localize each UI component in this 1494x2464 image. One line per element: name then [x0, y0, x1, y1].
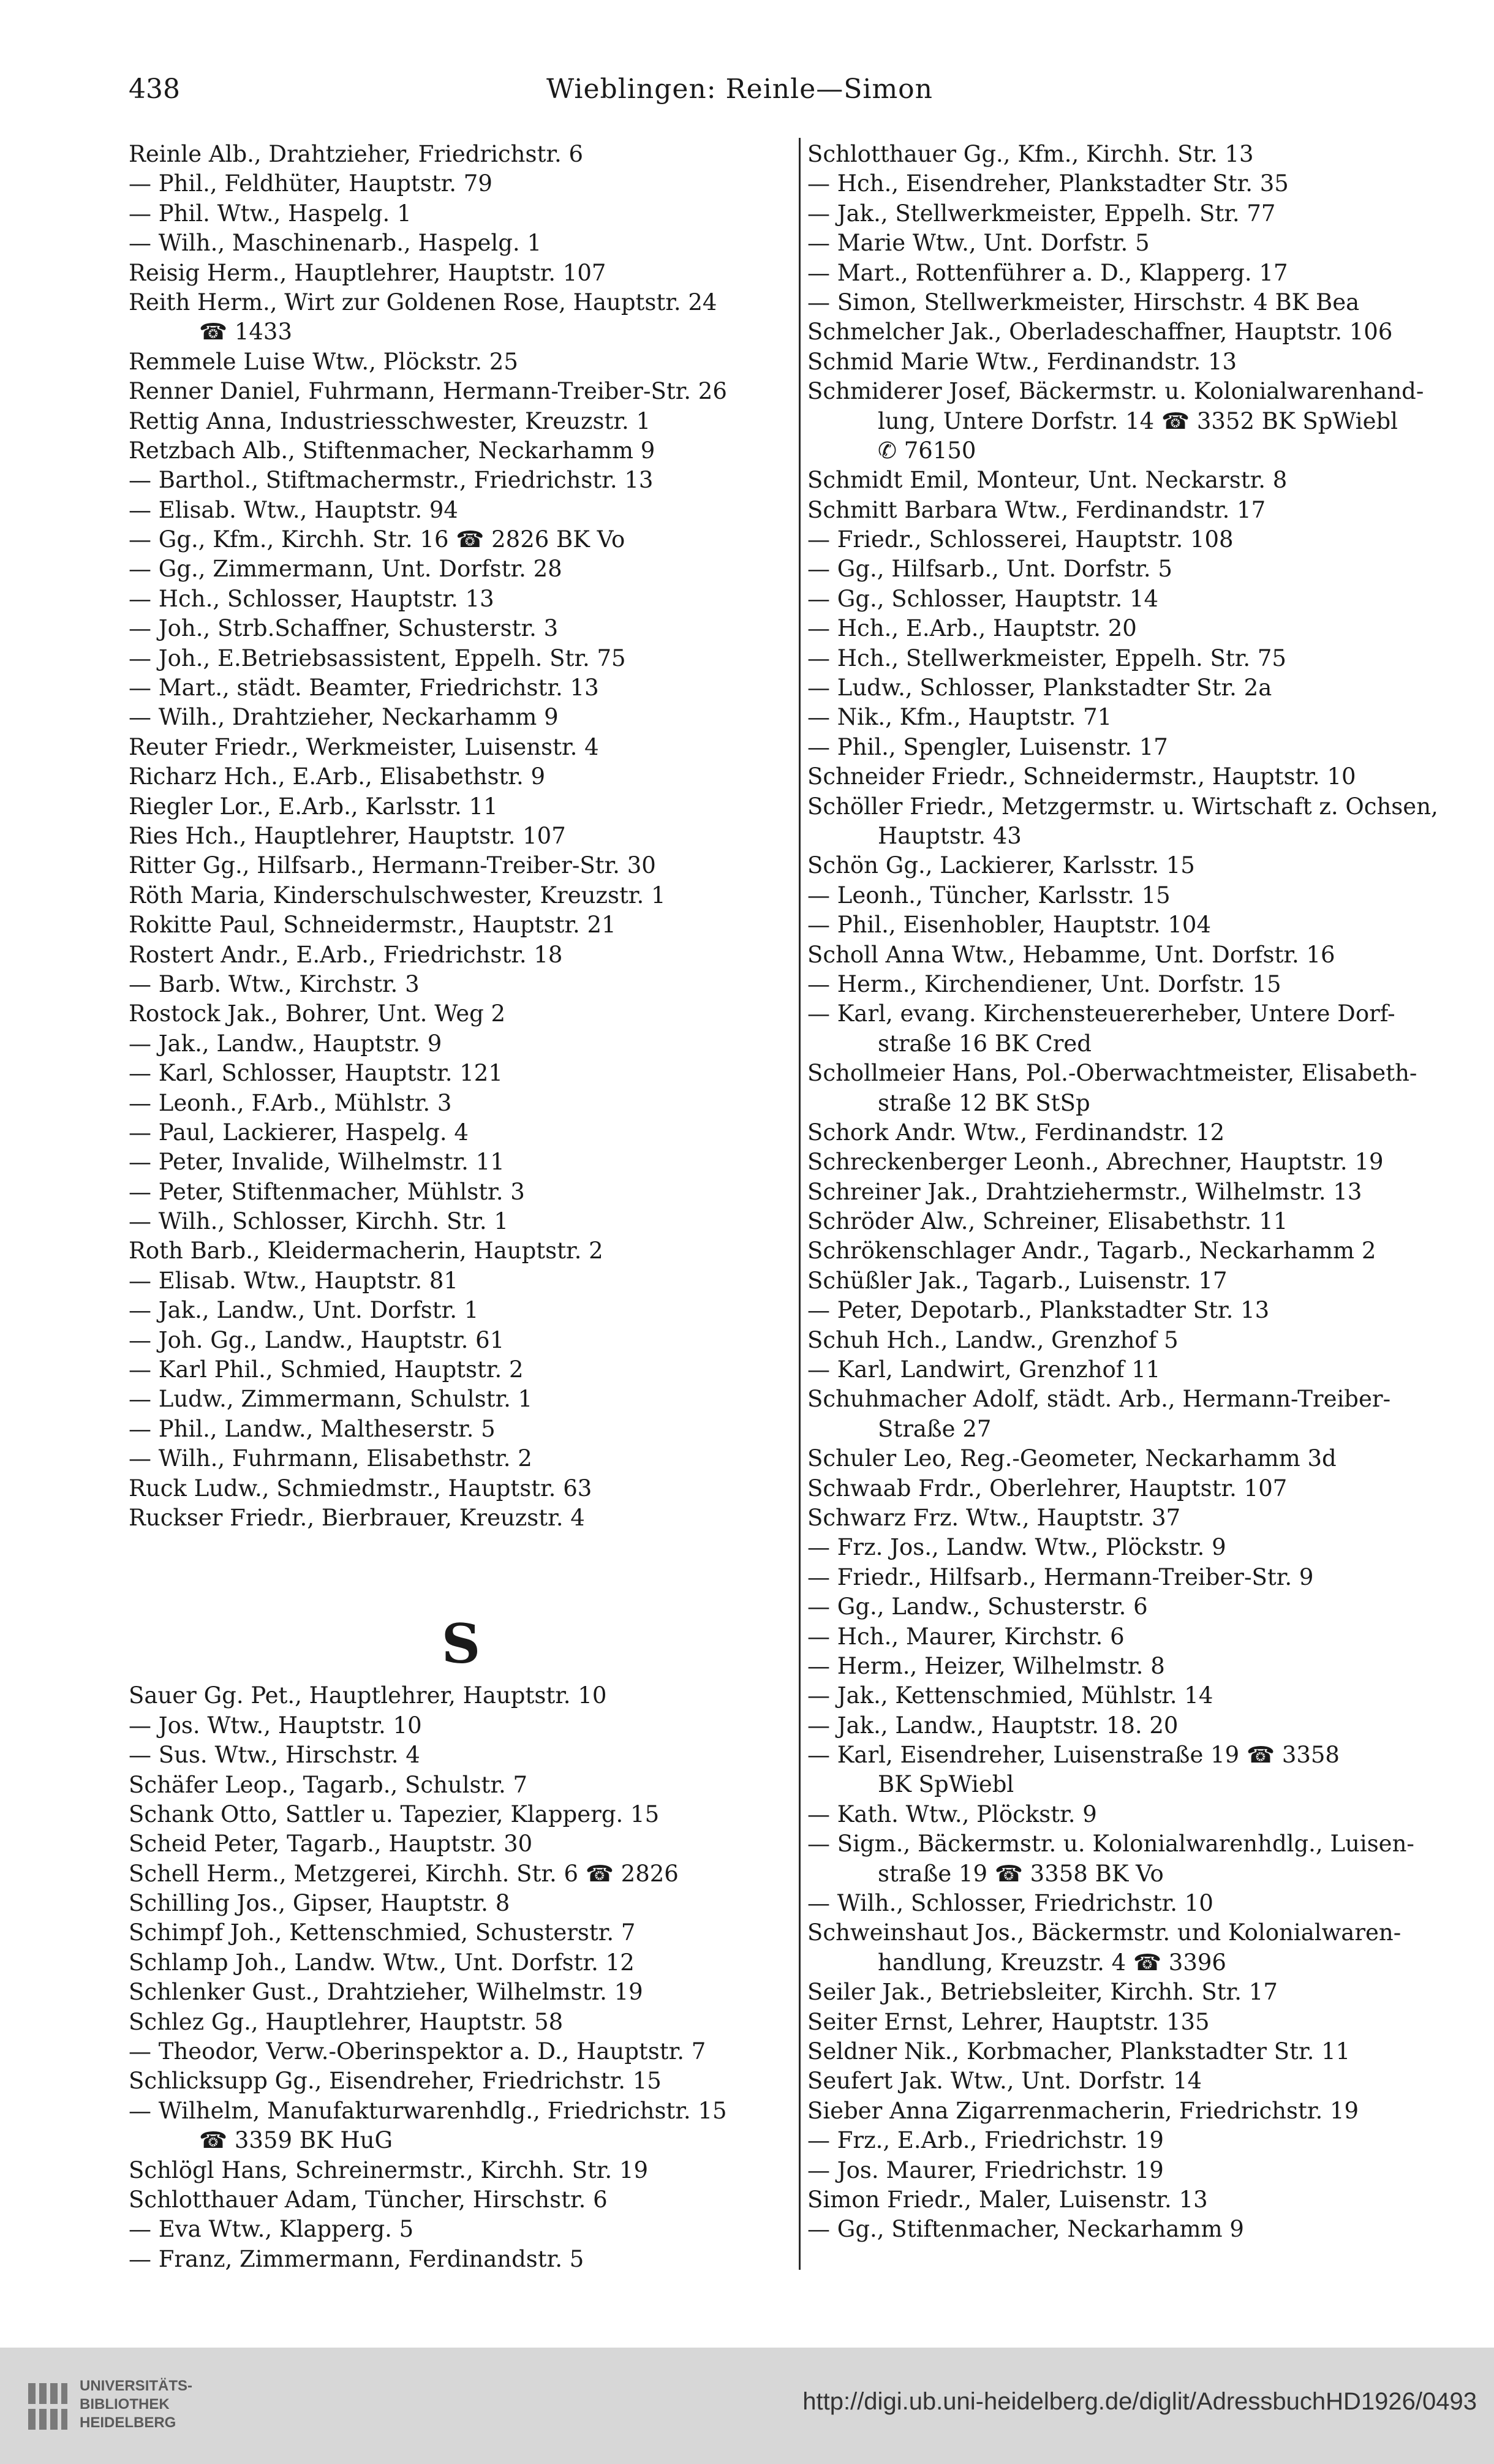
- directory-entry: — Frz. Jos., Landw. Wtw., Plöckstr. 9: [807, 1534, 1226, 1561]
- directory-entry: Schäfer Leop., Tagarb., Schulstr. 7: [129, 1771, 528, 1798]
- source-url-link[interactable]: http://digi.ub.uni-heidelberg.de/diglit/AdressbuchHD1926/0493: [802, 2388, 1477, 2415]
- directory-entry: — Simon, Stellwerkmeister, Hirschstr. 4 BK Bea: [807, 289, 1360, 316]
- directory-entry: Reinle Alb., Drahtzieher, Friedrichstr. 6: [129, 141, 584, 167]
- directory-entry: Seiler Jak., Betriebsleiter, Kirchh. Str. 17: [807, 1979, 1278, 2006]
- page-number: 438: [129, 74, 180, 105]
- directory-entry: — Gg., Kfm., Kirchh. Str. 16 ☎ 2826 BK Vo: [129, 526, 625, 553]
- directory-entry: — Mart., städt. Beamter, Friedrichstr. 13: [129, 675, 599, 701]
- directory-entry: Schlamp Joh., Landw. Wtw., Unt. Dorfstr. 12: [129, 1949, 635, 1976]
- left-entry-list: [129, 140, 793, 1533]
- footer-bar: [0, 2348, 1494, 2464]
- logo-line: UNIVERSITÄTS-: [80, 2378, 193, 2394]
- directory-entry: Schmidt Emil, Monteur, Unt. Neckarstr. 8: [807, 467, 1288, 494]
- directory-entry: — Karl, Schlosser, Hauptstr. 121: [129, 1060, 503, 1087]
- directory-entry: — Frz., E.Arb., Friedrichstr. 19: [807, 2127, 1164, 2154]
- directory-entry: Schreckenberger Leonh., Abrechner, Hauptstr. 19: [807, 1149, 1384, 1176]
- section-letter: S: [441, 1612, 481, 1676]
- directory-entry: — Kath. Wtw., Plöckstr. 9: [807, 1801, 1097, 1827]
- directory-entry: Röth Maria, Kinderschulschwester, Kreuzstr. 1: [129, 882, 666, 909]
- directory-entry: lung, Untere Dorfstr. 14 ☎ 3352 BK SpWiebl: [878, 407, 1398, 434]
- directory-entry: Schreiner Jak., Drahtziehermstr., Wilhelmstr. 13: [807, 1178, 1362, 1205]
- directory-entry: — Joh., Strb.Schaffner, Schusterstr. 3: [129, 615, 559, 642]
- running-head: Wieblingen: Reinle—Simon: [546, 74, 934, 105]
- directory-entry: Reuter Friedr., Werkmeister, Luisenstr. 4: [129, 733, 599, 760]
- directory-entry: straße 16 BK Cred: [878, 1030, 1092, 1057]
- directory-entry: Ruck Ludw., Schmiedmstr., Hauptstr. 63: [129, 1475, 592, 1502]
- directory-entry: — Hch., Maurer, Kirchstr. 6: [807, 1623, 1125, 1650]
- directory-entry: — Joh., E.Betriebsassistent, Eppelh. Str. 75: [129, 644, 626, 671]
- directory-entry: Schimpf Joh., Kettenschmied, Schusterstr. 7: [129, 1919, 636, 1946]
- directory-entry: — Franz, Zimmermann, Ferdinandstr. 5: [129, 2245, 584, 2272]
- directory-entry: Retzbach Alb., Stiftenmacher, Neckarhamm 9: [129, 437, 655, 464]
- directory-entry: Schlotthauer Gg., Kfm., Kirchh. Str. 13: [807, 141, 1254, 167]
- directory-entry: — Phil., Spengler, Luisenstr. 17: [807, 733, 1168, 760]
- directory-entry: Richarz Hch., E.Arb., Elisabethstr. 9: [129, 763, 546, 790]
- directory-entry: — Peter, Invalide, Wilhelmstr. 11: [129, 1149, 505, 1176]
- directory-entry: — Ludw., Zimmermann, Schulstr. 1: [129, 1386, 533, 1413]
- right-column: [807, 140, 1486, 2245]
- directory-entry: Schöller Friedr., Metzgermstr. u. Wirtschaft z. Ochsen,: [807, 793, 1438, 820]
- directory-entry: Schrökenschlager Andr., Tagarb., Neckarhamm 2: [807, 1238, 1376, 1264]
- directory-entry: — Gg., Hilfsarb., Unt. Dorfstr. 5: [807, 556, 1172, 583]
- directory-entry: straße 19 ☎ 3358 BK Vo: [878, 1860, 1164, 1887]
- directory-entry: — Jak., Stellwerkmeister, Eppelh. Str. 77: [807, 200, 1276, 227]
- directory-entry: — Elisab. Wtw., Hauptstr. 94: [129, 496, 458, 523]
- directory-entry: ✆ 76150: [878, 437, 976, 464]
- directory-entry: Schollmeier Hans, Pol.-Oberwachtmeister, Elisabeth-: [807, 1060, 1417, 1087]
- logo-line: BIBLIOTHEK: [80, 2396, 170, 2413]
- directory-entry: — Gg., Stiftenmacher, Neckarhamm 9: [807, 2216, 1244, 2243]
- library-logo-icon: [26, 2379, 70, 2433]
- directory-entry: — Joh. Gg., Landw., Hauptstr. 61: [129, 1326, 505, 1353]
- directory-entry: Remmele Luise Wtw., Plöckstr. 25: [129, 348, 518, 375]
- directory-entry: Schlicksupp Gg., Eisendreher, Friedrichstr. 15: [129, 2068, 662, 2095]
- directory-entry: — Paul, Lackierer, Haspelg. 4: [129, 1119, 469, 1146]
- directory-entry: — Gg., Zimmermann, Unt. Dorfstr. 28: [129, 556, 562, 583]
- directory-entry: Schmitt Barbara Wtw., Ferdinandstr. 17: [807, 496, 1266, 523]
- directory-entry: — Marie Wtw., Unt. Dorfstr. 5: [807, 230, 1150, 257]
- directory-entry: Schröder Alw., Schreiner, Elisabethstr. 11: [807, 1208, 1288, 1235]
- directory-entry: — Phil., Feldhüter, Hauptstr. 79: [129, 170, 492, 197]
- directory-entry: — Wilh., Schlosser, Friedrichstr. 10: [807, 1890, 1213, 1917]
- directory-entry: Reisig Herm., Hauptlehrer, Hauptstr. 107: [129, 259, 606, 286]
- directory-entry: — Jak., Landw., Hauptstr. 18. 20: [807, 1712, 1179, 1739]
- directory-entry: — Karl Phil., Schmied, Hauptstr. 2: [129, 1356, 524, 1383]
- directory-entry: — Jak., Landw., Hauptstr. 9: [129, 1030, 442, 1057]
- directory-entry: Rokitte Paul, Schneidermstr., Hauptstr. 21: [129, 912, 616, 939]
- directory-entry: — Wilh., Drahtzieher, Neckarhamm 9: [129, 704, 559, 731]
- directory-entry: straße 12 BK StSp: [878, 1089, 1090, 1116]
- directory-entry: Simon Friedr., Maler, Luisenstr. 13: [807, 2186, 1208, 2213]
- directory-entry: — Herm., Kirchendiener, Unt. Dorfstr. 15: [807, 970, 1281, 997]
- directory-entry: — Wilh., Schlosser, Kirchh. Str. 1: [129, 1208, 508, 1235]
- directory-entry: — Jak., Landw., Unt. Dorfstr. 1: [129, 1297, 479, 1324]
- directory-entry: — Jak., Kettenschmied, Mühlstr. 14: [807, 1682, 1213, 1709]
- directory-entry: — Jos. Wtw., Hauptstr. 10: [129, 1712, 422, 1739]
- directory-entry: — Mart., Rottenführer a. D., Klapperg. 17: [807, 259, 1288, 286]
- directory-entry: — Wilh., Maschinenarb., Haspelg. 1: [129, 230, 541, 257]
- directory-entry: Scholl Anna Wtw., Hebamme, Unt. Dorfstr. 16: [807, 941, 1335, 968]
- directory-entry: ☎ 1433: [199, 319, 293, 346]
- directory-entry: — Hch., Schlosser, Hauptstr. 13: [129, 585, 494, 612]
- directory-entry: Schön Gg., Lackierer, Karlsstr. 15: [807, 852, 1195, 879]
- library-logo-text: [80, 2377, 192, 2432]
- directory-entry: Schweinshaut Jos., Bäckermstr. und Kolonialwaren-: [807, 1919, 1402, 1946]
- directory-entry: Ries Hch., Hauptlehrer, Hauptstr. 107: [129, 822, 566, 849]
- directory-entry: — Theodor, Verw.-Oberinspektor a. D., Hauptstr. 7: [129, 2038, 706, 2065]
- directory-entry: Schank Otto, Sattler u. Tapezier, Klapperg. 15: [129, 1801, 660, 1827]
- directory-entry: Schuler Leo, Reg.-Geometer, Neckarhamm 3d: [807, 1445, 1337, 1472]
- directory-entry: — Leonh., F.Arb., Mühlstr. 3: [129, 1089, 452, 1116]
- directory-entry: Rostert Andr., E.Arb., Friedrichstr. 18: [129, 941, 563, 968]
- directory-entry: — Friedr., Schlosserei, Hauptstr. 108: [807, 526, 1234, 553]
- directory-entry: Schell Herm., Metzgerei, Kirchh. Str. 6 ☎ 2826: [129, 1860, 679, 1887]
- directory-entry: — Jos. Maurer, Friedrichstr. 19: [807, 2156, 1164, 2183]
- directory-entry: — Leonh., Tüncher, Karlsstr. 15: [807, 882, 1171, 909]
- directory-entry: Straße 27: [878, 1415, 992, 1442]
- directory-entry: — Wilhelm, Manufakturwarenhdlg., Friedrichstr. 15: [129, 2097, 727, 2124]
- directory-entry: BK SpWiebl: [878, 1771, 1014, 1798]
- directory-entry: Riegler Lor., E.Arb., Karlsstr. 11: [129, 793, 498, 820]
- directory-entry: ☎ 3359 BK HuG: [199, 2127, 393, 2154]
- directory-entry: — Herm., Heizer, Wilhelmstr. 8: [807, 1652, 1165, 1679]
- directory-entry: — Elisab. Wtw., Hauptstr. 81: [129, 1267, 458, 1294]
- directory-entry: — Hch., Stellwerkmeister, Eppelh. Str. 75: [807, 644, 1286, 671]
- directory-entry: — Hch., Eisendreher, Plankstadter Str. 35: [807, 170, 1289, 197]
- directory-entry: — Gg., Schlosser, Hauptstr. 14: [807, 585, 1159, 612]
- directory-entry: Renner Daniel, Fuhrmann, Hermann-Treiber-Str. 26: [129, 378, 727, 405]
- left-column: [129, 140, 793, 2274]
- directory-entry: — Phil., Landw., Maltheserstr. 5: [129, 1415, 496, 1442]
- directory-entry: Schlotthauer Adam, Tüncher, Hirschstr. 6: [129, 2186, 608, 2213]
- directory-entry: — Peter, Stiftenmacher, Mühlstr. 3: [129, 1178, 525, 1205]
- directory-entry: — Hch., E.Arb., Hauptstr. 20: [807, 615, 1137, 642]
- directory-entry: — Sus. Wtw., Hirschstr. 4: [129, 1742, 420, 1769]
- directory-entry: Schlenker Gust., Drahtzieher, Wilhelmstr. 19: [129, 1979, 643, 2006]
- directory-entry: Roth Barb., Kleidermacherin, Hauptstr. 2: [129, 1238, 603, 1264]
- directory-entry: Seldner Nik., Korbmacher, Plankstadter Str. 11: [807, 2038, 1351, 2065]
- directory-entry: — Barthol., Stiftmachermstr., Friedrichstr. 13: [129, 467, 654, 494]
- directory-entry: — Friedr., Hilfsarb., Hermann-Treiber-Str. 9: [807, 1563, 1314, 1590]
- directory-entry: Schilling Jos., Gipser, Hauptstr. 8: [129, 1890, 510, 1917]
- directory-entry: Schlez Gg., Hauptlehrer, Hauptstr. 58: [129, 2008, 564, 2035]
- directory-entry: Schwaab Frdr., Oberlehrer, Hauptstr. 107: [807, 1475, 1288, 1502]
- directory-entry: Sauer Gg. Pet., Hauptlehrer, Hauptstr. 10: [129, 1682, 607, 1709]
- directory-entry: Schmid Marie Wtw., Ferdinandstr. 13: [807, 348, 1237, 375]
- directory-entry: Schmiderer Josef, Bäckermstr. u. Kolonialwarenhand-: [807, 378, 1424, 405]
- directory-entry: — Phil. Wtw., Haspelg. 1: [129, 200, 412, 227]
- directory-entry: Schuhmacher Adolf, städt. Arb., Hermann-Treiber-: [807, 1386, 1391, 1413]
- directory-entry: — Peter, Depotarb., Plankstadter Str. 13: [807, 1297, 1270, 1324]
- directory-entry: — Wilh., Fuhrmann, Elisabethstr. 2: [129, 1445, 532, 1472]
- directory-entry: Ritter Gg., Hilfsarb., Hermann-Treiber-Str. 30: [129, 852, 656, 879]
- directory-entry: Seiter Ernst, Lehrer, Hauptstr. 135: [807, 2008, 1210, 2035]
- right-entry-list: [807, 140, 1486, 2245]
- directory-entry: Schwarz Frz. Wtw., Hauptstr. 37: [807, 1504, 1181, 1531]
- directory-entry: Sieber Anna Zigarrenmacherin, Friedrichstr. 19: [807, 2097, 1359, 2124]
- directory-entry: Schork Andr. Wtw., Ferdinandstr. 12: [807, 1119, 1225, 1146]
- directory-entry: Rettig Anna, Industriesschwester, Kreuzstr. 1: [129, 407, 651, 434]
- directory-entry: Reith Herm., Wirt zur Goldenen Rose, Hauptstr. 24: [129, 289, 717, 316]
- left-s-entry-list: [129, 1681, 793, 2274]
- directory-entry: — Eva Wtw., Klapperg. 5: [129, 2216, 414, 2243]
- directory-entry: — Sigm., Bäckermstr. u. Kolonialwarenhdlg., Luisen-: [807, 1831, 1414, 1857]
- logo-line: HEIDELBERG: [80, 2414, 176, 2431]
- directory-entry: Schlögl Hans, Schreinermstr., Kirchh. Str. 19: [129, 2156, 649, 2183]
- directory-entry: — Nik., Kfm., Hauptstr. 71: [807, 704, 1112, 731]
- directory-entry: Ruckser Friedr., Bierbrauer, Kreuzstr. 4: [129, 1504, 585, 1531]
- directory-entry: — Phil., Eisenhobler, Hauptstr. 104: [807, 912, 1211, 939]
- directory-entry: Schüßler Jak., Tagarb., Luisenstr. 17: [807, 1267, 1228, 1294]
- directory-entry: — Barb. Wtw., Kirchstr. 3: [129, 970, 420, 997]
- directory-entry: Schuh Hch., Landw., Grenzhof 5: [807, 1326, 1179, 1353]
- directory-entry: Scheid Peter, Tagarb., Hauptstr. 30: [129, 1831, 533, 1857]
- directory-entry: Rostock Jak., Bohrer, Unt. Weg 2: [129, 1000, 506, 1027]
- column-divider: [799, 138, 801, 2270]
- directory-entry: — Karl, Eisendreher, Luisenstraße 19 ☎ 3358: [807, 1742, 1340, 1769]
- directory-entry: Seufert Jak. Wtw., Unt. Dorfstr. 14: [807, 2068, 1202, 2095]
- directory-entry: — Ludw., Schlosser, Plankstadter Str. 2a: [807, 675, 1272, 701]
- page-header: [129, 74, 1351, 116]
- directory-entry: handlung, Kreuzstr. 4 ☎ 3396: [878, 1949, 1226, 1976]
- directory-entry: — Karl, Landwirt, Grenzhof 11: [807, 1356, 1161, 1383]
- directory-entry: Hauptstr. 43: [878, 822, 1022, 849]
- directory-entry: — Gg., Landw., Schusterstr. 6: [807, 1593, 1148, 1620]
- directory-entry: Schmelcher Jak., Oberladeschaffner, Hauptstr. 106: [807, 319, 1393, 346]
- directory-entry: — Karl, evang. Kirchensteuererheber, Untere Dorf-: [807, 1000, 1395, 1027]
- directory-entry: Schneider Friedr., Schneidermstr., Hauptstr. 10: [807, 763, 1356, 790]
